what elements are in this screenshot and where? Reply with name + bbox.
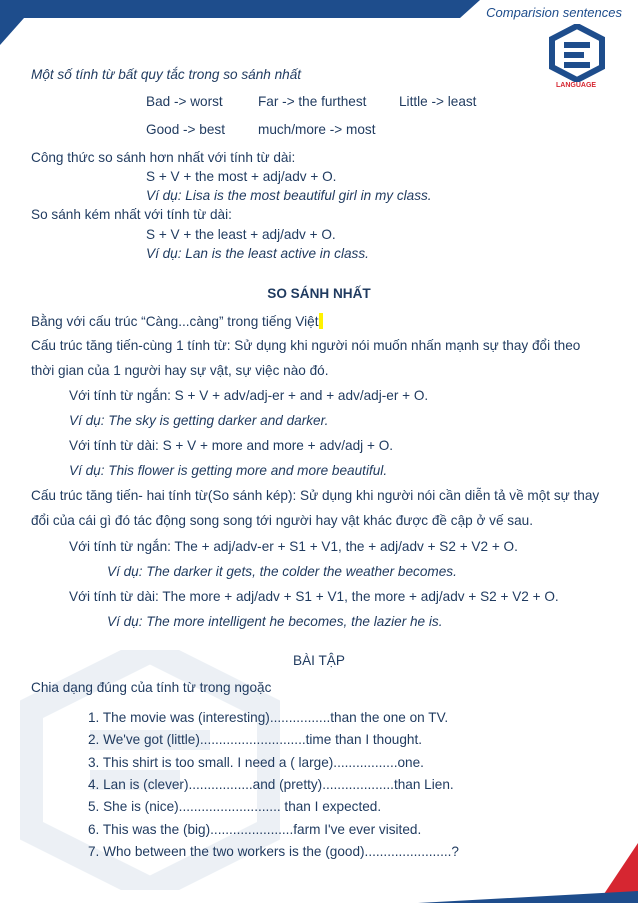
exercise-item: 3. This shirt is too small. I need a ( large).................one. (88, 755, 424, 770)
cang-single-line1: Cấu trúc tăng tiến-cùng 1 tính từ: Sử dụng khi người nói muốn nhấn mạnh sự thay đổi theo (31, 338, 581, 353)
exercise-item: 6. This was the (big)......................farm I've ever visited. (88, 822, 422, 837)
header-title: Comparision sentences (486, 5, 622, 20)
exercise-item: 4. Lan is (clever).................and (pretty)...................than Lien. (88, 777, 454, 792)
cang-double-long-example: Ví dụ: The more intelligent he becomes, the lazier he is. (107, 614, 443, 629)
exercise-title: BÀI TẬP (293, 653, 345, 668)
exercise-instruction: Chia dạng đúng của tính từ trong ngoặc (31, 680, 272, 695)
long-adj-example: Ví dụ: Lisa is the most beautiful girl in my class. (146, 188, 432, 203)
irregular-item: Bad -> worst (146, 94, 223, 109)
cang-long-formula: Với tính từ dài: S + V + more and more + adv/adj + O. (69, 438, 394, 453)
brand-logo (548, 24, 606, 96)
irregular-item: Good -> best (146, 122, 225, 137)
exercise-item: 7. Who between the two workers is the (good).......................? (88, 844, 459, 859)
exercise-item: 1. The movie was (interesting)................than the one on TV. (88, 710, 449, 725)
irregular-item: Little -> least (399, 94, 477, 109)
long-adj-heading: Công thức so sánh hơn nhất với tính từ dài: (31, 150, 296, 165)
section-title: SO SÁNH NHẤT (267, 286, 371, 301)
cang-long-example: Ví dụ: This flower is getting more and more beautiful. (69, 463, 388, 478)
least-heading: So sánh kém nhất với tính từ dài: (31, 207, 232, 222)
cang-double-short-formula: Với tính từ ngắn: The + adj/adv-er + S1 + V1, the + adj/adv + S2 + V2 + O. (69, 539, 518, 554)
irregular-heading: Một số tính từ bất quy tắc trong so sánh nhất (31, 67, 302, 82)
cang-intro-text: Bằng với cấu trúc “Càng...càng” trong tiếng Việt (31, 314, 319, 329)
least-example: Ví dụ: Lan is the least active in class. (146, 246, 369, 261)
long-adj-formula: S + V + the most + adj/adv + O. (146, 169, 337, 184)
cang-short-example: Ví dụ: The sky is getting darker and darker. (69, 413, 329, 428)
exercise-item: 2. We've got (little)............................time than I thought. (88, 732, 423, 747)
irregular-item: much/more -> most (258, 122, 376, 137)
cang-single-line2: thời gian của 1 người hay sự vật, sự việc nào đó. (31, 363, 329, 378)
logo-text: LANGUAGE (556, 82, 597, 89)
cang-double-line1: Cấu trúc tăng tiến- hai tính từ(So sánh kép): Sử dụng khi người nói cần diễn tả về một sự thay (31, 488, 600, 503)
cang-short-formula: Với tính từ ngắn: S + V + adv/adj-er + and + adv/adj-er + O. (69, 388, 429, 403)
cang-double-line2: đổi của cái gì đó tác động song song tới người hay vật khác được đề cập ở vế sau. (31, 513, 533, 528)
cang-intro (31, 313, 323, 329)
exercise-item: 5. She is (nice)........................... than I expected. (88, 799, 382, 814)
cang-double-short-example: Ví dụ: The darker it gets, the colder the weather becomes. (107, 564, 457, 579)
highlight-mark (319, 313, 323, 329)
cang-double-long-formula: Với tính từ dài: The more + adj/adv + S1 + V1, the more + adj/adv + S2 + V2 + O. (69, 589, 559, 604)
least-formula: S + V + the least + adj/adv + O. (146, 227, 336, 242)
irregular-item: Far -> the furthest (258, 94, 367, 109)
logo-mark-icon (548, 24, 606, 82)
